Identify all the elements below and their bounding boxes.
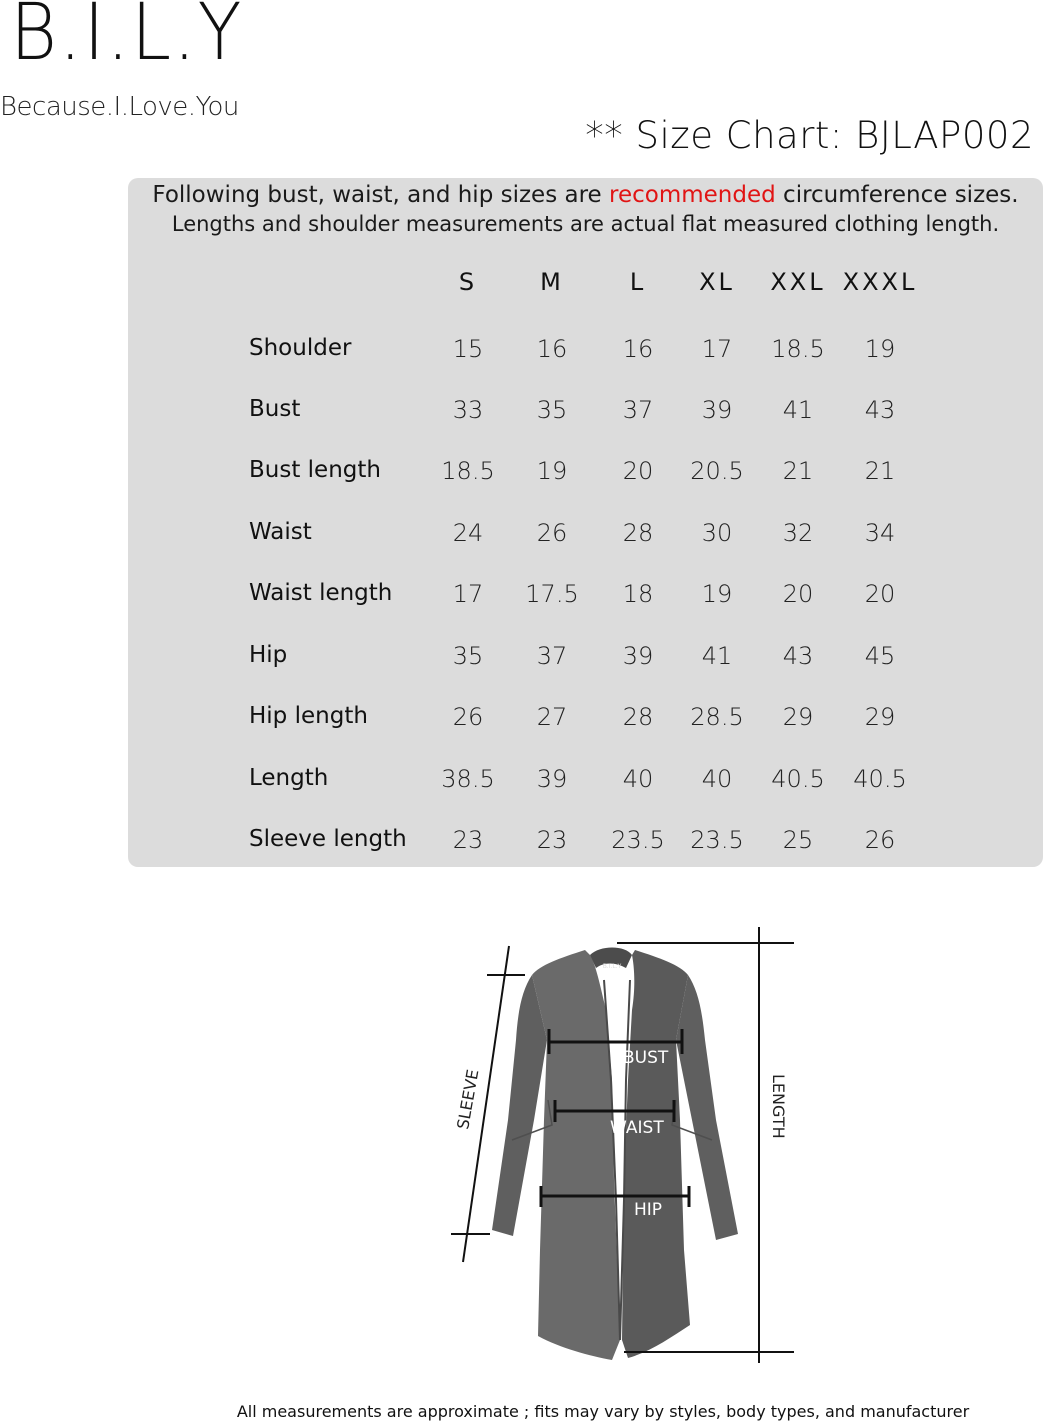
row-label: Waist length: [249, 580, 393, 606]
right-sleeve: [676, 975, 738, 1240]
table-cell: 37: [536, 642, 568, 670]
table-cell: 20: [622, 457, 654, 485]
row-label: Sleeve length: [249, 826, 407, 852]
length-label: LENGTH: [769, 1074, 788, 1139]
table-cell: 23: [452, 826, 484, 854]
table-cell: 40.5: [853, 765, 907, 793]
table-cell: 33: [452, 396, 484, 424]
table-cell: 30: [701, 519, 733, 547]
table-cell: 43: [864, 396, 896, 424]
table-cell: 20: [864, 580, 896, 608]
brand-logo: B.I.L.Y: [10, 0, 244, 78]
table-cell: 19: [536, 457, 568, 485]
note-text-before: Following bust, waist, and hip sizes are: [152, 182, 610, 208]
table-cell: 43: [782, 642, 814, 670]
table-cell: 18.5: [771, 335, 825, 363]
row-label: Hip: [249, 642, 288, 668]
note-text-after: circumference sizes.: [775, 182, 1019, 208]
table-cell: 27: [536, 703, 568, 731]
footer-disclaimer: All measurements are approximate ; fits may vary by styles, body types, and manufacturer: [236, 1402, 970, 1421]
size-header-xl: XL: [699, 268, 735, 296]
table-cell: 28: [622, 519, 654, 547]
table-cell: 17: [701, 335, 733, 363]
table-cell: 21: [864, 457, 896, 485]
table-cell: 16: [536, 335, 568, 363]
hip-label: HIP: [634, 1200, 663, 1220]
garment-tag-text: B.I.L.Y: [602, 963, 622, 970]
cardigan-illustration: [492, 948, 738, 1361]
table-cell: 41: [782, 396, 814, 424]
table-cell: 15: [452, 335, 484, 363]
table-cell: 18.5: [441, 457, 495, 485]
row-label: Bust: [249, 396, 301, 422]
table-cell: 35: [536, 396, 568, 424]
table-cell: 16: [622, 335, 654, 363]
row-label: Hip length: [249, 703, 368, 729]
table-cell: 24: [452, 519, 484, 547]
table-cell: 17.5: [525, 580, 579, 608]
size-header-xxxl: XXXL: [842, 268, 918, 296]
table-cell: 23.5: [611, 826, 665, 854]
table-cell: 21: [782, 457, 814, 485]
table-cell: 40: [701, 765, 733, 793]
table-cell: 40.5: [771, 765, 825, 793]
table-cell: 17: [452, 580, 484, 608]
table-cell: 23.5: [690, 826, 744, 854]
table-cell: 38.5: [441, 765, 495, 793]
row-label: Shoulder: [249, 335, 352, 361]
size-header-l: L: [629, 268, 647, 296]
size-header-s: S: [458, 268, 478, 296]
table-cell: 28.5: [690, 703, 744, 731]
bust-label: BUST: [623, 1048, 669, 1068]
table-cell: 25: [782, 826, 814, 854]
table-cell: 40: [622, 765, 654, 793]
right-front-panel: [622, 950, 690, 1358]
table-cell: 20.5: [690, 457, 744, 485]
table-cell: 20: [782, 580, 814, 608]
table-cell: 29: [864, 703, 896, 731]
table-cell: 39: [701, 396, 733, 424]
table-cell: 18: [622, 580, 654, 608]
table-cell: 32: [782, 519, 814, 547]
table-cell: 26: [536, 519, 568, 547]
note-highlight: recommended: [609, 182, 776, 208]
table-cell: 28: [622, 703, 654, 731]
row-label: Waist: [249, 519, 312, 545]
table-cell: 45: [864, 642, 896, 670]
table-cell: 37: [622, 396, 654, 424]
table-cell: 39: [622, 642, 654, 670]
waist-label: WAIST: [610, 1118, 664, 1138]
table-cell: 39: [536, 765, 568, 793]
table-cell: 41: [701, 642, 733, 670]
table-cell: 29: [782, 703, 814, 731]
left-sleeve: [492, 975, 547, 1236]
table-cell: 26: [864, 826, 896, 854]
note-line-2: Lengths and shoulder measurements are actual flat measured clothing length.: [171, 212, 1000, 236]
size-header-xxl: XXL: [770, 268, 826, 296]
sleeve-label: SLEEVE: [453, 1067, 483, 1131]
table-cell: 23: [536, 826, 568, 854]
row-label: Bust length: [249, 457, 381, 483]
brand-tagline: Because.I.Love.You: [0, 92, 239, 122]
size-header-m: M: [540, 268, 564, 296]
row-label: Length: [249, 765, 329, 791]
page-title: ** Size Chart: BJLAP002: [585, 114, 1034, 157]
table-cell: 34: [864, 519, 896, 547]
table-cell: 26: [452, 703, 484, 731]
table-cell: 35: [452, 642, 484, 670]
table-cell: 19: [864, 335, 896, 363]
table-cell: 19: [701, 580, 733, 608]
